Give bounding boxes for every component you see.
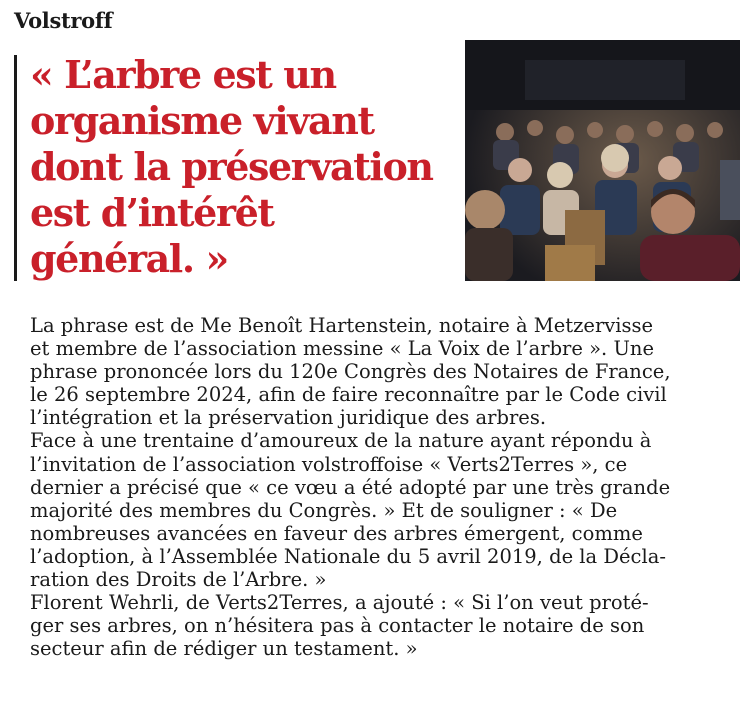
body-line: l’invitation de l’association volstroffoise « Verts2Terres », ce: [30, 452, 628, 476]
body-line: secteur afin de rédiger un testament. »: [30, 637, 418, 661]
body-line: phrase prononcée lors du 120e Congrès des Notaires de France,: [30, 360, 671, 384]
body-line: l’intégration et la préservation juridique des arbres.: [30, 406, 547, 430]
headline: [30, 52, 450, 282]
body-line: le 26 septembre 2024, afin de faire reconnaître par le Code civil: [30, 383, 667, 407]
headline-line: général. »: [30, 236, 228, 281]
headline-line: organisme vivant: [30, 98, 374, 143]
body-line: Florent Wehrli, de Verts2Terres, a ajouté : « Si l’on veut proté-: [30, 591, 649, 615]
article-photo: [465, 40, 740, 281]
audience-photo: [465, 40, 740, 281]
quote-rule: [14, 55, 17, 281]
body-line: ration des Droits de l’Arbre. »: [30, 568, 327, 592]
body-line: et membre de l’association messine « La Voix de l’arbre ». Une: [30, 337, 654, 361]
body-line: ger ses arbres, on n’hésitera pas à contacter le notaire de son: [30, 614, 645, 638]
body-line: nombreuses avancées en faveur des arbres émergent, comme: [30, 521, 643, 545]
body-line: l’adoption, à l’Assemblée Nationale du 5 avril 2019, de la Décla-: [30, 544, 666, 568]
paragraph-2: [30, 429, 742, 591]
body-line: majorité des membres du Congrès. » Et de souligner : « De: [30, 498, 618, 522]
headline-line: « L’arbre est un: [30, 52, 336, 97]
body-line: Face à une trentaine d’amoureux de la nature ayant répondu à: [30, 429, 652, 453]
paragraph-1: [30, 314, 742, 429]
article-kicker: Volstroff: [14, 8, 113, 33]
article-body: [30, 314, 742, 660]
body-line: La phrase est de Me Benoît Hartenstein, notaire à Metzervisse: [30, 314, 654, 337]
headline-line: est d’intérêt: [30, 190, 274, 235]
body-line: dernier a précisé que « ce vœu a été adopté par une très grande: [30, 475, 671, 499]
headline-line: dont la préservation: [30, 144, 433, 189]
paragraph-3: [30, 591, 742, 660]
